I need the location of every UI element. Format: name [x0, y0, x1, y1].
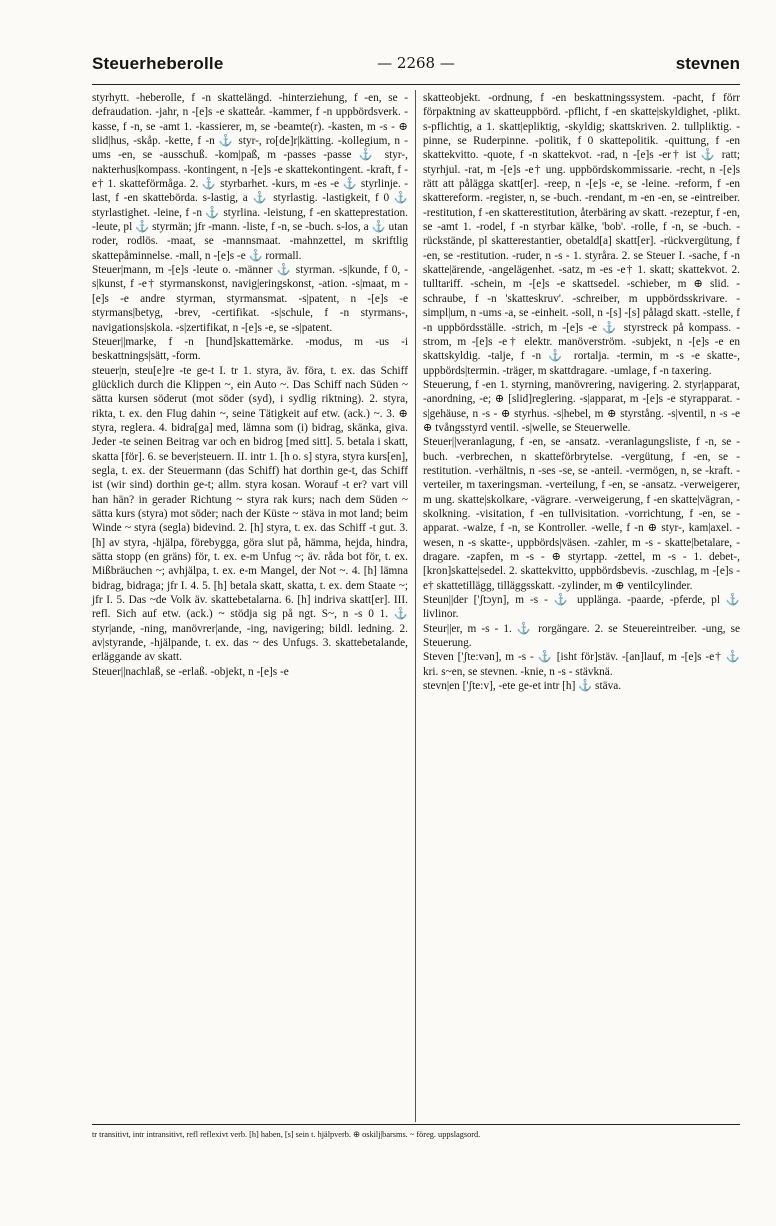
- dictionary-entry: steuer|n, steu[e]re -te ge-t I. tr 1. styra, äv. föra, t. ex. das Schiff glücklich durch die Klippen ~, ein Auto ~. Das Schiff nach Süden ~ sätta kursen söderut (mot söder (syd), i sydlig riktning). 2. styra, rikta, t. ex. den Flug dahin ~, seine Tätigkeit auf etw. (ack.) ~. 3. ⊕ styra, reglera. 4. bidra[ga] med, lämna som (i) bidrag, skänka, giva. Jeder -te seinen Beitrag var och en bidrog [med sitt]. 5. betala i skatt, skatta [för]. 6. se bever|steuern. II. intr 1. [h o. s] styra, styra kurs[en], segla, t. ex. der Steuermann (das Schiff) hat dorthin ge-t, das Schiff ist (wir sind) dorthin ge-t; allm. styra kosan. Worauf -t er? vart vill han hän? in gerader Richtung ~ styra rak kurs; nach dem Süden ~ sätta kurs (styra) mot söder; nach der Küste ~ stäva in mot land; beim Winde ~ styra (segla) bidevind. 2. [h] styra, t. ex. das Schiff -t gut. 3. [h] av styra, -hjälpa, förebygga, göra slut på, hämma, hejda, hindra, sätta stopp (en gräns) för, t. ex. e-m Unfug ~; äv. råda bot för, t. ex. Mißbräuchen ~; avhjälpa, t. ex. e-m Mangel, der Not ~. 4. [h] lämna bidrag, bidraga; jfr I. 4. 5. [h] betala skatt, skatta, t. ex. dem Staate ~; jfr I. 5. Das ~de Volk äv. skattebetalarna. 6. [h] indriva skatt[er]. III. refl. Sich auf etw. (ack.) ~ stödja sig på ngt. S~, n -s 0 1. ⚓ styr|ande, -ning, manövrer|ande, -ing, navigering; bildl. ledning. 2. av|styrande, -hjälpande, t. ex. das ~ des Unfugs. 3. skattebetalande, erläggande av skatt.: [92, 364, 408, 664]
- dictionary-entry: Steur||er, m -s - 1. ⚓ rorgängare. 2. se Steuereintreiber. -ung, se Steuerung.: [423, 622, 740, 650]
- page-number: — 2268 —: [377, 54, 455, 72]
- dictionary-entry: skatteobjekt. -ordnung, f -en beskattningssystem. -pacht, f förr förpaktning av skatteuppbörd. -pflicht, f -en skatte|skyldighet, -plikt. s-pflichtig, a 1. skatt|epliktig, -skyldig; skattskriven. 2. tullpliktig. -pinne, se Ruderpinne. -politik, f 0 skattepolitik. -quittung, f -en skattekvitto. -quote, f -n skattekvot. -rad, n -[e]s -er† ist ⚓ ratt; styrhjul. -rat, m -[e]s -e† ung. uppbördskommissarie. -recht, n -[e]s rätt att pålägga skatt[er]. -reep, n -[e]s -e, se -leine. -reform, f -en skattereform. -register, n, se -buch. -rendant, m -en -en, se -eintreiber. -restitution, f -en skatterestitution, återbäring av skatt. -rezeptur, f -en, se -amt 1. -rodel, f -n styrbar kälke, 'bob'. -rolle, f -n, se -buch. -rückstände, pl skatterestantier, obetald[a] skatt[er]. -rückvergütung, f -en, se -restitution. -ruder, n -s - 1. styråra. 2. se Steuer I. -sache, f -n skatte|ärende, -angelägenhet. -satz, m -es -e† 1. skatt; skattekvot. 2. tulltariff. -schein, m -[e]s -e skattsedel. -schieber, m ⊕ slid. -schraube, f -n 'skatteskruv'. -schreiber, m uppbördsskrivare. -simpl|um, n -ums -a, se -einheit. -soll, n -[s] -[s] pålagd skatt. -stelle, f -n uppbördsställe. -strich, m -[e]s -e ⚓ styrstreck på kompass. -strom, m -[e]s -e† elektr. manöverström. -subjekt, n -[e]s -e en skattskyldig. -talje, f -n ⚓ rortalja. -termin, m -s -e skatte-, uppbörds|termin. -träger, m skattdragare. -umlage, f -n taxering.: [423, 92, 740, 377]
- dictionary-entry: Steven ['ʃte:vən], m -s - ⚓ [isht för]stäv. -[an]lauf, m -[e]s -e† ⚓ kri. s~en, se stevnen. -knie, n -s - stävknä.: [423, 651, 740, 678]
- dictionary-entry: stevn|en ['ʃte:v], -ete ge-et intr [h] ⚓ stäva.: [423, 680, 622, 693]
- page-header: [92, 54, 740, 78]
- left-column: [92, 91, 408, 679]
- right-column: [423, 91, 740, 693]
- dictionary-entry: Steuer||marke, f -n [hund]skattemärke. -modus, m -us -i beskattnings|sätt, -form.: [92, 335, 408, 363]
- right-running-head: stevnen: [675, 54, 740, 73]
- header-rule: [92, 84, 740, 85]
- dictionary-entry: Steuer|mann, m -[e]s -leute o. -männer ⚓ styrman. -s|kunde, f 0, -s|kunst, f -e† styrmanskonst, navig|eringskonst, -ation. -s|maat, m -[e]s -e andre styrman, styrmansmat. -s|patent, n -[e]s -e styrmans|betyg, -brev, -certifikat. -s|schule, f -n styrmans-, navigations|skola. -s|zertifikat, n -[e]s -e, se -s|patent.: [92, 264, 408, 334]
- left-running-head: Steuerheberolle: [92, 54, 224, 73]
- column-divider: [415, 90, 416, 1122]
- dictionary-entry: Steuer||veranlagung, f -en, se -ansatz. -veranlagungsliste, f -n, se -buch. -verbrechen, n skatteförbrytelse. -vergütung, f -en, se -restitution. -verhältnis, n -ses -se, se -anteil. -vermögen, n, se -kraft. -verteiler, m taxeringsman. -verteilung, f -en, se -ansatz. -verweigerer, m ung. skatte|skolkare, -vägrare. -verweigerung, f -en skatte|vägran, -skolkning. -visitation, f -en tullvisitation. -vorrichtung, f -en, se -apparat. -walze, f -n, se Kontroller. -welle, f -n ⊕ styr-, kam|axel. -wesen, n -s skatte-, uppbörds|väsen. -zahler, m -s - skatte|betalare, -dragare. -zapfen, m -s - ⊕ styrtapp. -zettel, m -s - 1. debet-, [kron]skatte|sedel. 2. skattekvitto, uppbördsbevis. -zuschlag, m -[e]s -e† skattetillägg, tilläggsskatt. -zylinder, m ⊕ ventilcylinder.: [423, 436, 740, 592]
- dictionary-entry: Steuerung, f -en 1. styrning, manövrering, navigering. 2. styr|apparat, -anordning, -e; ⊕ [slid]reglering. -s|apparat, m -[e]s -e styrapparat. -s|gehäuse, n -s - ⊕ styrhus. -s|hebel, m ⊕ styrstång. -s|ventil, n -s -e ⊕ tvångsstyrd ventil. -s|welle, se Steuerwelle.: [423, 378, 740, 434]
- dictionary-entry: Steun||der ['ʃtɔyn], m -s - ⚓ upplänga. -paarde, -pferde, pl ⚓ livlinor.: [423, 594, 740, 621]
- footer-rule: [92, 1124, 740, 1125]
- dictionary-entry: Steuer||nachlaß, se -erlaß. -objekt, n -[e]s -e: [92, 665, 289, 678]
- abbreviation-key: tr transitivt, intr intransitivt, refl reflexivt verb. [h] haben, [s] sein t. hjälpverb. ⊕ oskilj|barsms. ~ föreg. uppslagsord.: [92, 1130, 481, 1139]
- dictionary-entry: styrhytt. -heberolle, f -n skattelängd. -hinterziehung, f -en, se -defraudation. -jahr, n -[e]s -e skatteår. -kammer, f -n uppbördsverk. -kasse, f -n, se -amt 1. -kassierer, m, se -beamte(r). -kasten, m -s - ⊕ slid|hus, -skåp. -kette, f -n ⚓ styr-, ro[de]r|kätting. -kollegium, n -ums -en, se -ausschuß. -kom|paß, m -passes -passe ⚓ styr-, nakterhus|kompass. -kontingent, n -[e]s -e skattekontingent. -kraft, f -e† 1. skatteförmåga. 2. ⚓ styrbarhet. -kurs, m -es -e ⚓ styrlinje. -last, f -en skattebörda. s-lastig, a ⚓ styrlastig. -lastigkeit, f 0 ⚓ styrlastighet. -leine, f -n ⚓ styrlina. -leistung, f -en skatteprestation. -leute, pl ⚓ styrmän; jfr -mann. -liste, f -n, se -buch. s-los, a ⚓ utan roder, rodlös. -maat, se -mannsmaat. -mahnzettel, m skriftlig skattepåminnelse. -mall, n -[e]s -e ⚓ rormall.: [92, 92, 408, 262]
